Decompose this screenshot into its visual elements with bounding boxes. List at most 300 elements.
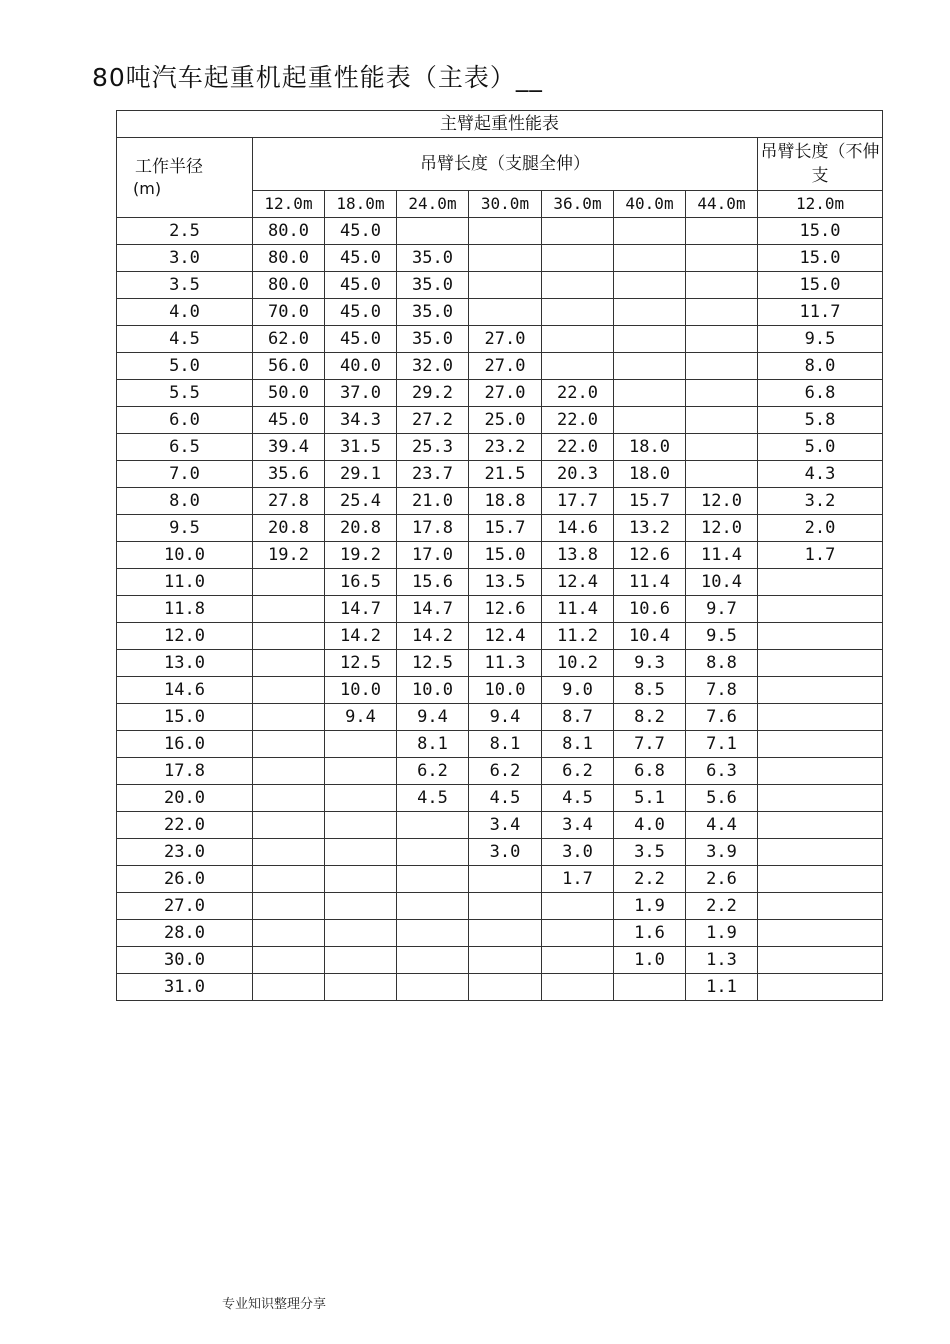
capacity-cell: 80.0: [253, 272, 325, 299]
capacity-cell: [614, 407, 686, 434]
capacity-cell: [325, 839, 397, 866]
table-row: [117, 434, 883, 461]
capacity-cell: [758, 704, 883, 731]
capacity-cell: 62.0: [253, 326, 325, 353]
capacity-cell: 6.3: [686, 758, 758, 785]
table-row: [117, 677, 883, 704]
capacity-cell: 6.8: [758, 380, 883, 407]
capacity-cell: 16.5: [325, 569, 397, 596]
radius-cell: 30.0: [117, 947, 253, 974]
capacity-cell: 6.2: [542, 758, 614, 785]
radius-cell: 2.5: [117, 218, 253, 245]
radius-cell: 16.0: [117, 731, 253, 758]
capacity-cell: 8.2: [614, 704, 686, 731]
capacity-cell: 5.0: [758, 434, 883, 461]
capacity-cell: 7.7: [614, 731, 686, 758]
table-row: [117, 245, 883, 272]
radius-cell: 15.0: [117, 704, 253, 731]
capacity-cell: 17.0: [397, 542, 469, 569]
capacity-cell: 45.0: [325, 326, 397, 353]
capacity-cell: 12.4: [469, 623, 542, 650]
capacity-cell: 11.4: [614, 569, 686, 596]
radius-cell: 5.0: [117, 353, 253, 380]
capacity-cell: [686, 461, 758, 488]
capacity-cell: 6.8: [614, 758, 686, 785]
capacity-cell: 35.0: [397, 245, 469, 272]
full-outrigger-boom-header: 吊臂长度（支腿全伸）: [253, 138, 758, 191]
table-row: [117, 974, 883, 1001]
capacity-cell: 1.6: [614, 920, 686, 947]
capacity-cell: [397, 920, 469, 947]
capacity-cell: [542, 947, 614, 974]
capacity-cell: [253, 569, 325, 596]
capacity-cell: 10.4: [686, 569, 758, 596]
capacity-cell: 13.8: [542, 542, 614, 569]
capacity-cell: 4.5: [469, 785, 542, 812]
capacity-cell: [758, 893, 883, 920]
capacity-cell: 2.2: [686, 893, 758, 920]
capacity-cell: [325, 893, 397, 920]
capacity-cell: 5.8: [758, 407, 883, 434]
capacity-cell: 4.0: [614, 812, 686, 839]
capacity-cell: 2.0: [758, 515, 883, 542]
capacity-cell: [542, 974, 614, 1001]
capacity-cell: [253, 731, 325, 758]
capacity-cell: 15.0: [469, 542, 542, 569]
capacity-cell: 13.5: [469, 569, 542, 596]
capacity-cell: 22.0: [542, 434, 614, 461]
table-row: [117, 569, 883, 596]
capacity-cell: 8.1: [542, 731, 614, 758]
capacity-cell: 56.0: [253, 353, 325, 380]
capacity-cell: [253, 785, 325, 812]
radius-cell: 5.5: [117, 380, 253, 407]
capacity-cell: 12.0: [686, 515, 758, 542]
capacity-cell: 9.4: [325, 704, 397, 731]
capacity-cell: [542, 920, 614, 947]
capacity-cell: [325, 785, 397, 812]
capacity-cell: 27.0: [469, 353, 542, 380]
capacity-cell: 12.0: [686, 488, 758, 515]
capacity-cell: [469, 272, 542, 299]
capacity-cell: 1.7: [542, 866, 614, 893]
radius-cell: 28.0: [117, 920, 253, 947]
capacity-cell: [469, 218, 542, 245]
capacity-cell: [542, 893, 614, 920]
table-row: [117, 893, 883, 920]
capacity-cell: 23.2: [469, 434, 542, 461]
capacity-cell: [686, 299, 758, 326]
capacity-cell: [469, 920, 542, 947]
capacity-cell: 3.0: [469, 839, 542, 866]
table-row: [117, 542, 883, 569]
capacity-cell: 15.7: [469, 515, 542, 542]
table-row: [117, 353, 883, 380]
radius-cell: 11.0: [117, 569, 253, 596]
capacity-cell: [758, 758, 883, 785]
capacity-cell: 1.9: [614, 893, 686, 920]
capacity-cell: [758, 920, 883, 947]
capacity-cell: 32.0: [397, 353, 469, 380]
capacity-cell: 12.5: [325, 650, 397, 677]
capacity-cell: [397, 947, 469, 974]
radius-cell: 3.5: [117, 272, 253, 299]
capacity-cell: 10.0: [397, 677, 469, 704]
boom-length-header: 12.0m: [253, 191, 325, 218]
table-row: [117, 785, 883, 812]
no-outrigger-boom-header: 吊臂长度（不伸支: [758, 138, 883, 191]
capacity-cell: 9.3: [614, 650, 686, 677]
capacity-cell: 8.1: [397, 731, 469, 758]
radius-cell: 6.5: [117, 434, 253, 461]
capacity-cell: [686, 380, 758, 407]
capacity-cell: [253, 893, 325, 920]
capacity-cell: [469, 974, 542, 1001]
capacity-cell: 4.3: [758, 461, 883, 488]
footer-note: 专业知识整理分享: [222, 1297, 327, 1312]
table-row: [117, 758, 883, 785]
capacity-cell: 19.2: [253, 542, 325, 569]
capacity-cell: 14.2: [325, 623, 397, 650]
capacity-cell: 1.0: [614, 947, 686, 974]
capacity-cell: 1.7: [758, 542, 883, 569]
table-row: [117, 704, 883, 731]
capacity-cell: 34.3: [325, 407, 397, 434]
capacity-cell: 35.0: [397, 299, 469, 326]
capacity-cell: 4.5: [542, 785, 614, 812]
capacity-cell: [253, 704, 325, 731]
radius-cell: 10.0: [117, 542, 253, 569]
capacity-cell: [614, 245, 686, 272]
capacity-cell: 45.0: [325, 218, 397, 245]
boom-length-header: 18.0m: [325, 191, 397, 218]
capacity-cell: 15.0: [758, 245, 883, 272]
capacity-cell: 15.0: [758, 272, 883, 299]
capacity-cell: [758, 812, 883, 839]
capacity-cell: 70.0: [253, 299, 325, 326]
radius-cell: 4.0: [117, 299, 253, 326]
capacity-cell: 8.0: [758, 353, 883, 380]
capacity-cell: 2.2: [614, 866, 686, 893]
capacity-cell: 12.4: [542, 569, 614, 596]
capacity-cell: 18.8: [469, 488, 542, 515]
radius-cell: 27.0: [117, 893, 253, 920]
capacity-cell: [325, 758, 397, 785]
table-row: [117, 380, 883, 407]
capacity-cell: 39.4: [253, 434, 325, 461]
capacity-cell: 27.2: [397, 407, 469, 434]
capacity-cell: 25.3: [397, 434, 469, 461]
capacity-cell: [758, 677, 883, 704]
capacity-cell: [686, 353, 758, 380]
capacity-cell: 35.0: [397, 326, 469, 353]
table-row: [117, 812, 883, 839]
capacity-cell: 37.0: [325, 380, 397, 407]
table-caption: 主臂起重性能表: [117, 111, 883, 138]
capacity-cell: 9.4: [469, 704, 542, 731]
capacity-cell: [758, 785, 883, 812]
capacity-cell: [325, 920, 397, 947]
capacity-cell: 4.4: [686, 812, 758, 839]
table-row: [117, 218, 883, 245]
capacity-cell: [469, 245, 542, 272]
capacity-cell: [686, 245, 758, 272]
capacity-cell: 11.2: [542, 623, 614, 650]
capacity-cell: [397, 218, 469, 245]
capacity-cell: 22.0: [542, 380, 614, 407]
capacity-cell: 27.0: [469, 380, 542, 407]
capacity-cell: 31.5: [325, 434, 397, 461]
capacity-cell: [253, 839, 325, 866]
capacity-cell: 9.7: [686, 596, 758, 623]
radius-cell: 11.8: [117, 596, 253, 623]
capacity-cell: 7.8: [686, 677, 758, 704]
capacity-cell: 15.0: [758, 218, 883, 245]
capacity-cell: 45.0: [325, 272, 397, 299]
capacity-cell: 8.8: [686, 650, 758, 677]
table-row: [117, 866, 883, 893]
capacity-cell: 7.6: [686, 704, 758, 731]
capacity-cell: [469, 947, 542, 974]
capacity-cell: 35.0: [397, 272, 469, 299]
capacity-cell: [614, 380, 686, 407]
capacity-cell: 3.5: [614, 839, 686, 866]
capacity-cell: [469, 299, 542, 326]
capacity-cell: [542, 299, 614, 326]
radius-cell: 20.0: [117, 785, 253, 812]
capacity-cell: 14.2: [397, 623, 469, 650]
radius-cell: 14.6: [117, 677, 253, 704]
capacity-cell: 29.2: [397, 380, 469, 407]
capacity-cell: [397, 866, 469, 893]
capacity-cell: 9.0: [542, 677, 614, 704]
capacity-cell: 3.0: [542, 839, 614, 866]
capacity-cell: [397, 839, 469, 866]
capacity-cell: 25.4: [325, 488, 397, 515]
capacity-cell: 27.8: [253, 488, 325, 515]
capacity-cell: [614, 326, 686, 353]
capacity-cell: [614, 299, 686, 326]
capacity-cell: 14.7: [397, 596, 469, 623]
radius-cell: 3.0: [117, 245, 253, 272]
working-radius-unit: (m): [133, 178, 162, 198]
capacity-cell: [686, 326, 758, 353]
capacity-cell: [325, 731, 397, 758]
capacity-cell: [686, 434, 758, 461]
radius-cell: 9.5: [117, 515, 253, 542]
capacity-cell: 12.5: [397, 650, 469, 677]
table-row: [117, 299, 883, 326]
capacity-cell: 80.0: [253, 245, 325, 272]
capacity-cell: [758, 650, 883, 677]
capacity-cell: 9.5: [758, 326, 883, 353]
table-row: [117, 623, 883, 650]
radius-cell: 13.0: [117, 650, 253, 677]
boom-length-header: 24.0m: [397, 191, 469, 218]
capacity-cell: 6.2: [469, 758, 542, 785]
table-row: [117, 488, 883, 515]
capacity-cell: [325, 812, 397, 839]
working-radius-label: 工作半径: [135, 156, 203, 177]
capacity-cell: [253, 920, 325, 947]
radius-cell: 8.0: [117, 488, 253, 515]
capacity-cell: 8.5: [614, 677, 686, 704]
capacity-cell: 5.1: [614, 785, 686, 812]
capacity-cell: [397, 974, 469, 1001]
table-row: [117, 839, 883, 866]
table-row: [117, 326, 883, 353]
capacity-cell: [397, 893, 469, 920]
capacity-cell: [542, 245, 614, 272]
capacity-cell: 1.9: [686, 920, 758, 947]
capacity-cell: [758, 731, 883, 758]
capacity-cell: [325, 974, 397, 1001]
capacity-cell: [614, 218, 686, 245]
capacity-cell: 10.2: [542, 650, 614, 677]
capacity-cell: 11.4: [542, 596, 614, 623]
capacity-cell: [614, 353, 686, 380]
boom-length-header: 44.0m: [686, 191, 758, 218]
capacity-cell: [469, 893, 542, 920]
table-row: [117, 947, 883, 974]
capacity-cell: 3.4: [469, 812, 542, 839]
capacity-cell: 10.4: [614, 623, 686, 650]
capacity-cell: 13.2: [614, 515, 686, 542]
capacity-cell: 12.6: [469, 596, 542, 623]
capacity-cell: 17.8: [397, 515, 469, 542]
capacity-cell: [253, 677, 325, 704]
capacity-cell: [253, 758, 325, 785]
document-title: 80吨汽车起重机起重性能表（主表）__: [92, 63, 543, 92]
capacity-cell: 18.0: [614, 461, 686, 488]
capacity-cell: 22.0: [542, 407, 614, 434]
working-radius-header: [117, 138, 253, 218]
capacity-cell: [542, 353, 614, 380]
capacity-cell: [758, 947, 883, 974]
capacity-cell: 45.0: [325, 299, 397, 326]
capacity-cell: [253, 623, 325, 650]
capacity-cell: [397, 812, 469, 839]
capacity-cell: 1.3: [686, 947, 758, 974]
capacity-cell: [325, 947, 397, 974]
capacity-cell: [686, 218, 758, 245]
table-row: [117, 596, 883, 623]
capacity-cell: 20.8: [325, 515, 397, 542]
capacity-cell: 8.7: [542, 704, 614, 731]
capacity-cell: 14.7: [325, 596, 397, 623]
capacity-cell: [614, 272, 686, 299]
capacity-cell: 18.0: [614, 434, 686, 461]
radius-cell: 6.0: [117, 407, 253, 434]
capacity-cell: 9.5: [686, 623, 758, 650]
capacity-cell: 45.0: [325, 245, 397, 272]
capacity-cell: 11.7: [758, 299, 883, 326]
radius-cell: 26.0: [117, 866, 253, 893]
capacity-cell: [758, 623, 883, 650]
capacity-cell: 6.2: [397, 758, 469, 785]
table-row: [117, 461, 883, 488]
capacity-cell: 21.0: [397, 488, 469, 515]
capacity-cell: 15.7: [614, 488, 686, 515]
capacity-cell: [758, 569, 883, 596]
capacity-cell: 25.0: [469, 407, 542, 434]
capacity-cell: 15.6: [397, 569, 469, 596]
table-row: [117, 407, 883, 434]
capacity-cell: 20.8: [253, 515, 325, 542]
capacity-cell: 9.4: [397, 704, 469, 731]
capacity-cell: 11.3: [469, 650, 542, 677]
boom-length-header: 12.0m: [758, 191, 883, 218]
capacity-cell: 21.5: [469, 461, 542, 488]
radius-cell: 7.0: [117, 461, 253, 488]
radius-cell: 12.0: [117, 623, 253, 650]
capacity-cell: [325, 866, 397, 893]
capacity-cell: [542, 326, 614, 353]
capacity-cell: [253, 866, 325, 893]
table-row: [117, 731, 883, 758]
boom-length-header: 36.0m: [542, 191, 614, 218]
capacity-cell: 10.6: [614, 596, 686, 623]
capacity-cell: [758, 596, 883, 623]
lifting-capacity-table: [116, 110, 883, 1001]
capacity-cell: 10.0: [325, 677, 397, 704]
capacity-cell: [542, 272, 614, 299]
radius-cell: 23.0: [117, 839, 253, 866]
capacity-cell: 3.4: [542, 812, 614, 839]
capacity-cell: 23.7: [397, 461, 469, 488]
radius-cell: 4.5: [117, 326, 253, 353]
capacity-cell: [542, 218, 614, 245]
table-row: [117, 920, 883, 947]
radius-cell: 31.0: [117, 974, 253, 1001]
capacity-cell: 27.0: [469, 326, 542, 353]
capacity-cell: [253, 947, 325, 974]
table-row: [117, 650, 883, 677]
capacity-cell: 80.0: [253, 218, 325, 245]
capacity-cell: [253, 974, 325, 1001]
capacity-cell: 50.0: [253, 380, 325, 407]
capacity-cell: 12.6: [614, 542, 686, 569]
capacity-cell: 29.1: [325, 461, 397, 488]
radius-cell: 22.0: [117, 812, 253, 839]
capacity-cell: 11.4: [686, 542, 758, 569]
radius-cell: 17.8: [117, 758, 253, 785]
boom-length-header: 30.0m: [469, 191, 542, 218]
table-row: [117, 272, 883, 299]
capacity-cell: [469, 866, 542, 893]
capacity-cell: [253, 812, 325, 839]
boom-length-header: 40.0m: [614, 191, 686, 218]
capacity-cell: 8.1: [469, 731, 542, 758]
capacity-cell: 3.9: [686, 839, 758, 866]
capacity-cell: 1.1: [686, 974, 758, 1001]
capacity-cell: [686, 407, 758, 434]
table-row: [117, 515, 883, 542]
capacity-cell: 4.5: [397, 785, 469, 812]
capacity-cell: 19.2: [325, 542, 397, 569]
capacity-cell: [253, 650, 325, 677]
capacity-cell: 20.3: [542, 461, 614, 488]
capacity-cell: 7.1: [686, 731, 758, 758]
capacity-cell: [758, 839, 883, 866]
capacity-cell: 5.6: [686, 785, 758, 812]
capacity-cell: 17.7: [542, 488, 614, 515]
capacity-cell: 40.0: [325, 353, 397, 380]
capacity-cell: 45.0: [253, 407, 325, 434]
capacity-cell: 35.6: [253, 461, 325, 488]
capacity-cell: [614, 974, 686, 1001]
capacity-cell: 3.2: [758, 488, 883, 515]
